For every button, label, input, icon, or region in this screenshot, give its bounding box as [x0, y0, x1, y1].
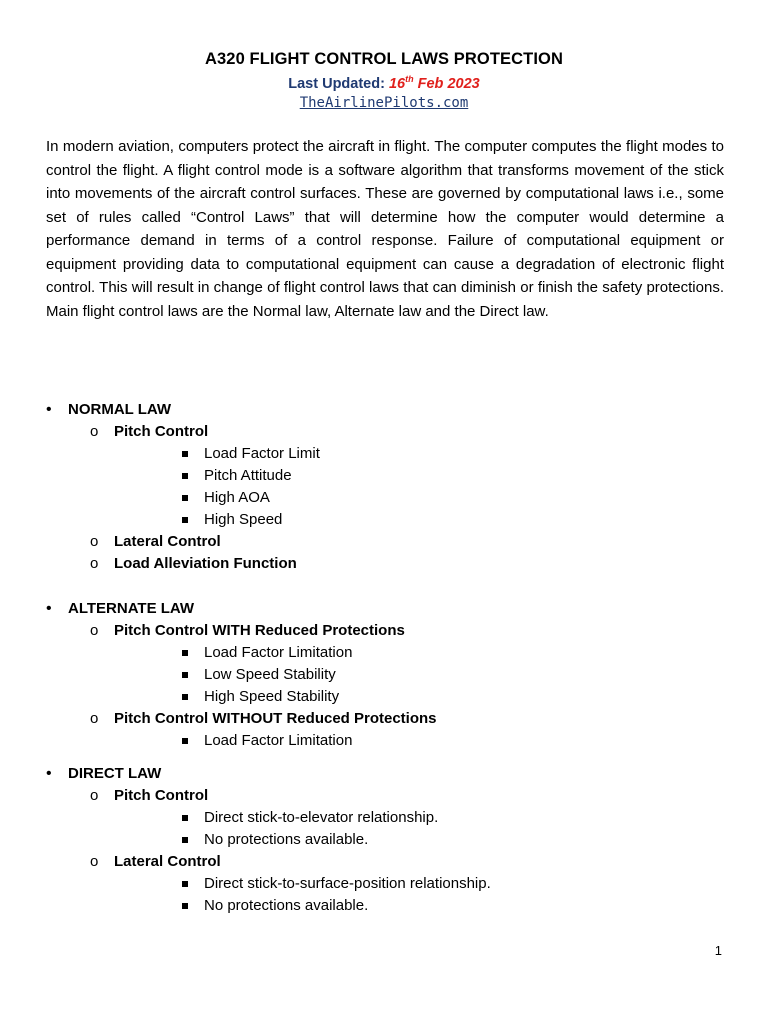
list-item: [46, 686, 726, 708]
list-item: [46, 509, 726, 531]
bullet-dot-icon: •: [46, 765, 52, 782]
list-item: [46, 873, 726, 895]
bullet-square-icon: [182, 881, 188, 887]
bullet-square-icon: [182, 517, 188, 523]
subsection-heading: [46, 785, 726, 807]
list-item-text: Load Factor Limitation: [204, 644, 353, 661]
list-item-text: No protections available.: [204, 831, 369, 848]
last-updated-date: [389, 76, 480, 92]
subsection-label: Pitch Control WITH Reduced Protections: [114, 622, 405, 639]
subsection-label: Pitch Control WITHOUT Reduced Protections: [114, 710, 437, 727]
subsection-heading: [46, 421, 726, 443]
bullet-square-icon: [182, 738, 188, 744]
law-name: DIRECT LAW: [68, 765, 162, 782]
date-day: 16: [388, 76, 406, 92]
subsection-label: Pitch Control: [114, 787, 209, 804]
subsection-heading: [46, 620, 726, 642]
bullet-square-icon: [182, 837, 188, 843]
date-suffix: th: [405, 74, 414, 85]
bullet-circle-icon: o: [90, 787, 99, 804]
bullet-circle-icon: o: [90, 710, 99, 727]
site-link[interactable]: TheAirlinePilots.com: [299, 95, 469, 111]
list-item-text: Direct stick-to-elevator relationship.: [204, 809, 439, 826]
law-name: ALTERNATE LAW: [68, 600, 195, 617]
list-item-text: Pitch Attitude: [204, 467, 292, 484]
subsection-heading: [46, 531, 726, 553]
bullet-square-icon: [182, 815, 188, 821]
list-item-text: Load Factor Limitation: [204, 732, 353, 749]
last-updated-line: [0, 76, 768, 92]
last-updated-label: Last Updated:: [288, 76, 385, 92]
subsection-label: Lateral Control: [114, 853, 221, 870]
list-item: [46, 829, 726, 851]
law-heading: [46, 399, 726, 421]
normal-law-section: [46, 399, 726, 575]
alternate-law-section: [46, 598, 726, 752]
list-item-text: No protections available.: [204, 897, 369, 914]
law-heading: [46, 763, 726, 785]
bullet-square-icon: [182, 451, 188, 457]
subsection-heading: [46, 708, 726, 730]
intro-paragraph: In modern aviation, computers protect the aircraft in flight. The computer computes the flight modes to control the flight. A flight control mode is a software algorithm that transforms movement of the stick into movements of the aircraft control surfaces. These are governed by computational laws i.e., some set of rules called “Control Laws” that will determine how the computer would determine a performance demand in terms of a control response. Failure of computational equipment or equipment providing data to computational equipment can cause a degradation of electronic flight control. This will result in change of flight control laws that can diminish or finish the safety protections. Main flight control laws are the Normal law, Alternate law and the Direct law.: [46, 138, 724, 320]
subsection-label: Pitch Control: [114, 423, 209, 440]
bullet-square-icon: [182, 495, 188, 501]
list-item: [46, 807, 726, 829]
bullet-circle-icon: o: [90, 533, 99, 550]
law-heading: [46, 598, 726, 620]
bullet-dot-icon: •: [46, 600, 52, 617]
bullet-circle-icon: o: [90, 555, 99, 572]
bullet-square-icon: [182, 903, 188, 909]
list-item: [46, 443, 726, 465]
law-name: NORMAL LAW: [68, 401, 172, 418]
direct-law-section: [46, 763, 726, 917]
date-rest: Feb 2023: [417, 76, 480, 92]
list-item: [46, 465, 726, 487]
list-item: [46, 487, 726, 509]
subsection-heading: [46, 851, 726, 873]
subsection-label: Load Alleviation Function: [114, 555, 297, 572]
list-item-text: High Speed: [204, 511, 283, 528]
bullet-circle-icon: o: [90, 622, 99, 639]
bullet-square-icon: [182, 672, 188, 678]
list-item-text: Load Factor Limit: [204, 445, 320, 462]
list-item: [46, 730, 726, 752]
list-item: [46, 895, 726, 917]
bullet-dot-icon: •: [46, 401, 52, 418]
bullet-circle-icon: o: [90, 853, 99, 870]
bullet-square-icon: [182, 650, 188, 656]
page-number: 1: [714, 943, 722, 958]
document-title: A320 FLIGHT CONTROL LAWS PROTECTION: [205, 50, 563, 68]
bullet-square-icon: [182, 473, 188, 479]
bullet-circle-icon: o: [90, 423, 99, 440]
list-item: [46, 642, 726, 664]
subsection-label: Lateral Control: [114, 533, 221, 550]
list-item-text: High Speed Stability: [204, 688, 340, 705]
list-item-text: Direct stick-to-surface-position relationship.: [204, 875, 491, 892]
bullet-square-icon: [182, 694, 188, 700]
list-item-text: Low Speed Stability: [204, 666, 336, 683]
list-item-text: High AOA: [204, 489, 270, 506]
subsection-heading: [46, 553, 726, 575]
list-item: [46, 664, 726, 686]
